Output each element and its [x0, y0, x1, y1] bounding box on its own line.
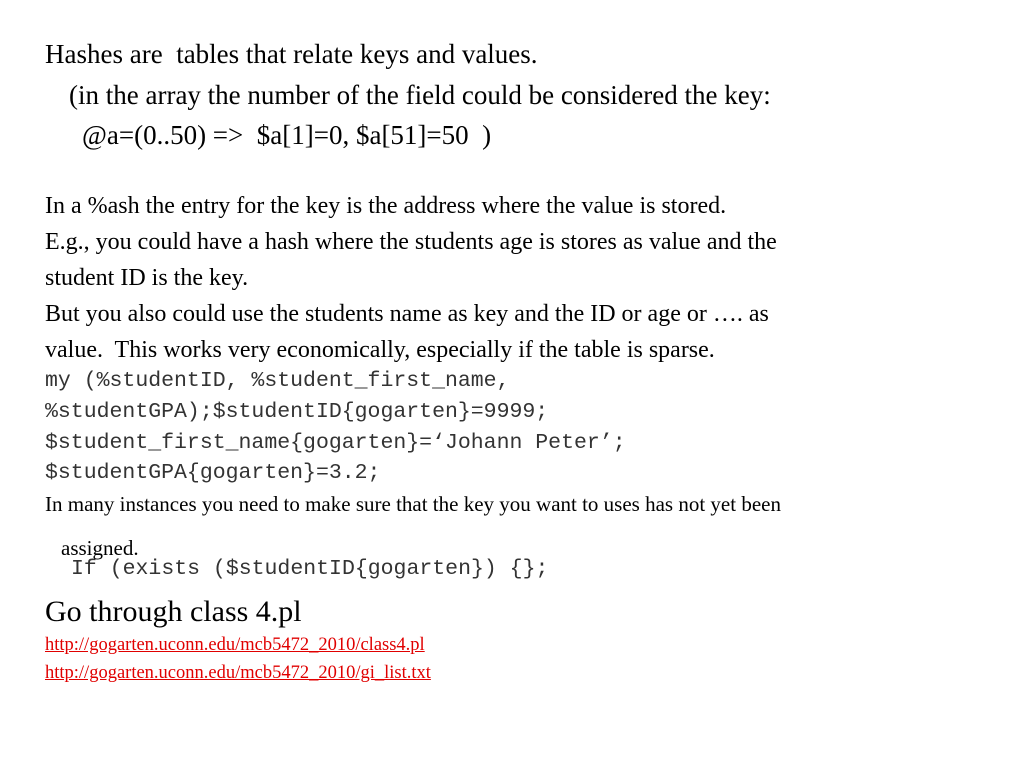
explanation-line-3: student ID is the key.	[45, 265, 249, 291]
explanation-line-2: E.g., you could have a hash where the students age is stores as value and the	[45, 229, 777, 255]
note-line-2-code: If (exists ($studentID{gogarten}) {};	[71, 557, 549, 581]
note-line-2	[45, 522, 548, 597]
code-line-3: $student_first_name{gogarten}=‘Johann Peter’;	[45, 431, 626, 455]
code-line-1: my (%studentID, %student_first_name,	[45, 369, 510, 393]
intro-line-1: Hashes are tables that relate keys and values.	[45, 39, 538, 69]
explanation-line-4: But you also could use the students name as key and the ID or age or …. as	[45, 301, 769, 327]
intro-line-2: (in the array the number of the field could be considered the key:	[69, 80, 771, 110]
note-line-2-text: assigned.	[61, 536, 139, 560]
class4-link[interactable]: http://gogarten.uconn.edu/mcb5472_2010/class4.pl	[45, 635, 425, 655]
code-line-2: %studentGPA);$studentID{gogarten}=9999;	[45, 400, 549, 424]
footer-heading: Go through class 4.pl	[45, 595, 302, 628]
note-line-1: In many instances you need to make sure that the key you want to uses has not yet been	[45, 492, 781, 516]
code-line-4: $studentGPA{gogarten}=3.2;	[45, 461, 381, 485]
intro-line-3: @a=(0..50) => $a[1]=0, $a[51]=50 )	[82, 120, 492, 150]
explanation-line-1: In a %ash the entry for the key is the address where the value is stored.	[45, 193, 727, 219]
gi-list-link[interactable]: http://gogarten.uconn.edu/mcb5472_2010/gi_list.txt	[45, 663, 431, 683]
explanation-line-5: value. This works very economically, especially if the table is sparse.	[45, 337, 715, 363]
